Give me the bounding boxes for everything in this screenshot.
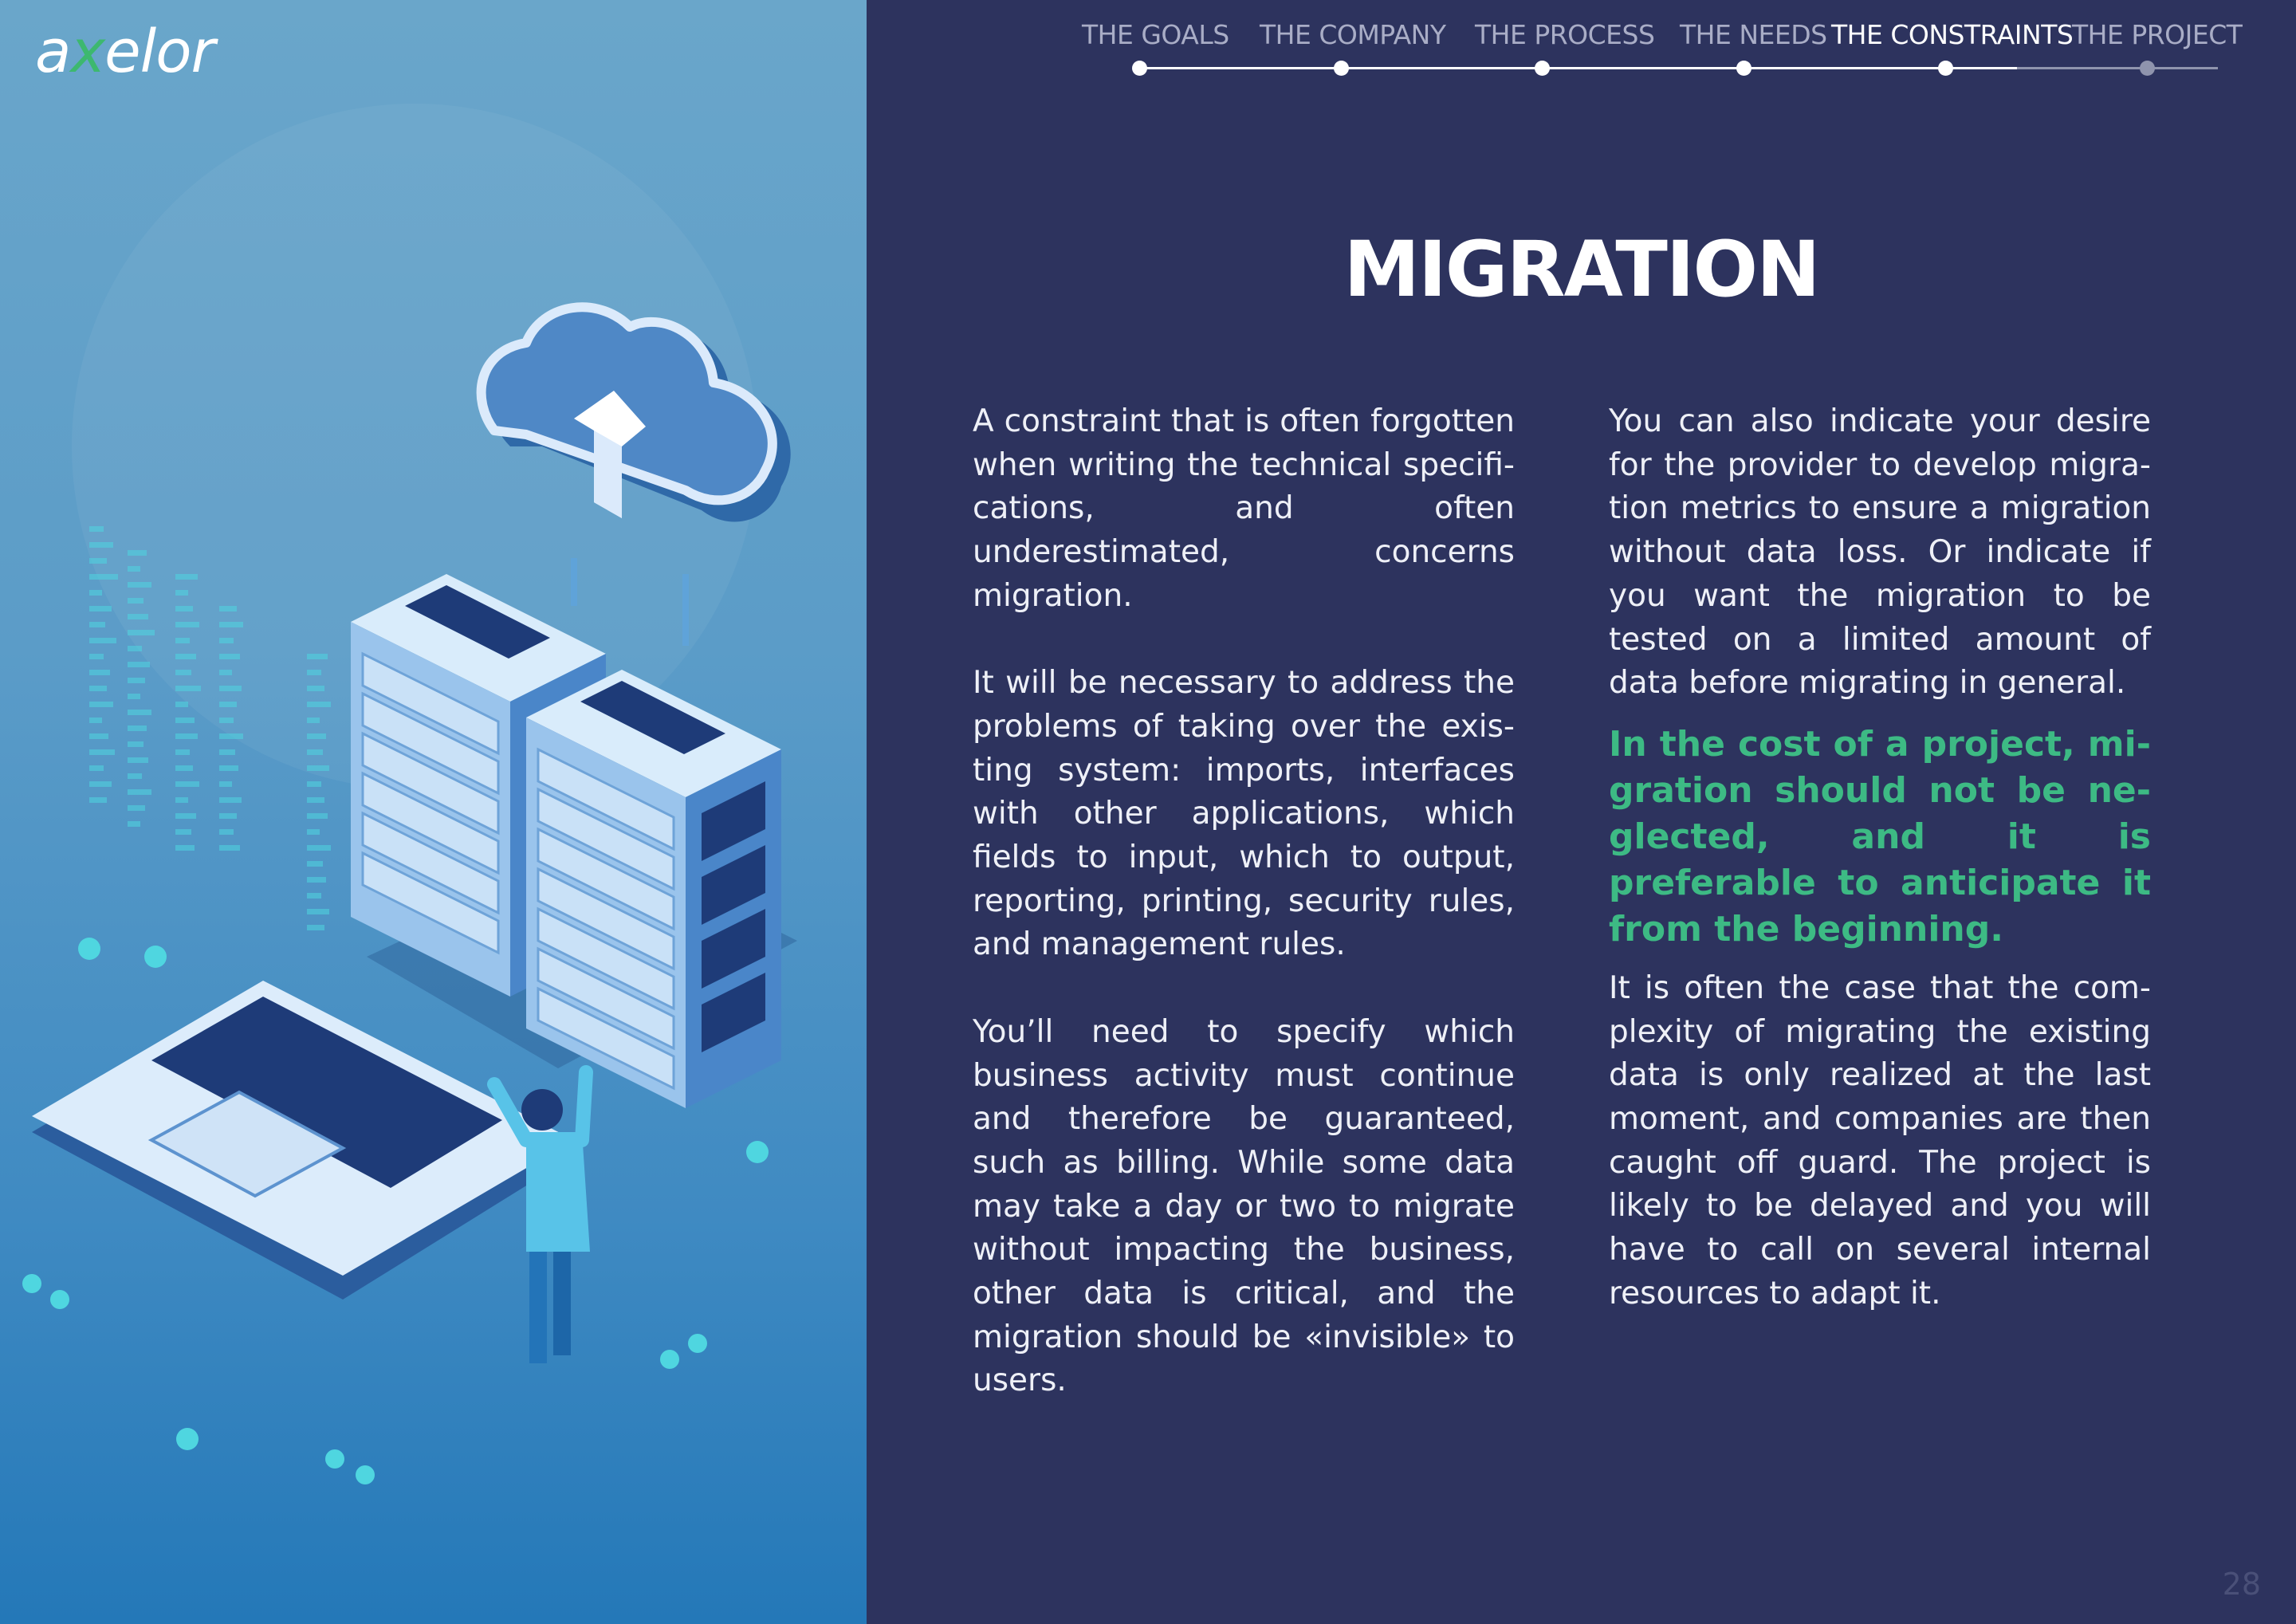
highlight-callout: In the cost of a project, migration should not be neglected, and it is preferable to anticipate it from the beginning.	[1609, 723, 2151, 950]
nav-item-the-project[interactable]: THE PROJECT	[2072, 19, 2243, 50]
progress-dot-the-project[interactable]	[2140, 61, 2155, 76]
nav-item-the-constraints[interactable]: THE CONSTRAINTS	[1831, 19, 2074, 50]
progress-dot-the-needs[interactable]	[1736, 61, 1751, 76]
illustration-panel	[0, 0, 867, 1624]
axelor-logo: axelor	[35, 18, 214, 86]
nav-item-the-goals[interactable]: THE GOALS	[1082, 19, 1229, 50]
paragraph: It will be necessary to address the problems of taking over the existing system: imports, interfaces with other applications, which fields to input, which to output, reporting, printing, security rules, and management rules.	[973, 665, 1515, 963]
paragraph: A constraint that is often forgotten when writing the technical specifications, and often underestimated, concerns migration.	[973, 403, 1515, 614]
server-migration-illustration	[0, 0, 867, 1624]
text-column-left	[973, 400, 1515, 1447]
paragraph: It is often the case that the complexity of migrating the existing data is only realized at the last moment, and companies are then caught off guard. The project is likely to be delayed and you will have to call on several internal resources to adapt it.	[1609, 969, 2151, 1311]
server-rack-front	[526, 670, 781, 1108]
content-panel	[867, 0, 2296, 1624]
page-title: MIGRATION	[1343, 225, 1819, 315]
progress-line-completed	[1140, 67, 2017, 69]
nav-item-the-company[interactable]: THE COMPANY	[1260, 19, 1446, 50]
person-illustration	[494, 1072, 590, 1363]
progress-dot-the-goals[interactable]	[1132, 61, 1147, 76]
paragraph: You’ll need to specify which business activity must continue and therefore be guaranteed, such as billing. While some data may take a day or two to migrate without impacting the business, other data is critical, and the migration should be «invisible» to users.	[973, 1013, 1515, 1399]
progress-dot-the-constraints[interactable]	[1938, 61, 1953, 76]
nav-item-the-needs[interactable]: THE NEEDS	[1680, 19, 1827, 50]
nav-item-the-process[interactable]: THE PROCESS	[1475, 19, 1655, 50]
paragraph: You can also indicate your desire for the provider to develop migration metrics to ensure a migration without data loss. Or indicate if you want the migration to be tested on a limited amount of data before migrating in general.	[1609, 403, 2151, 702]
page-number: 28	[2222, 1567, 2261, 1602]
progress-dot-the-company[interactable]	[1334, 61, 1349, 76]
text-column-right	[1609, 400, 2151, 1359]
progress-dot-the-process[interactable]	[1535, 61, 1550, 76]
section-progress-nav	[867, 0, 2296, 88]
progress-line-remaining	[2017, 67, 2218, 69]
